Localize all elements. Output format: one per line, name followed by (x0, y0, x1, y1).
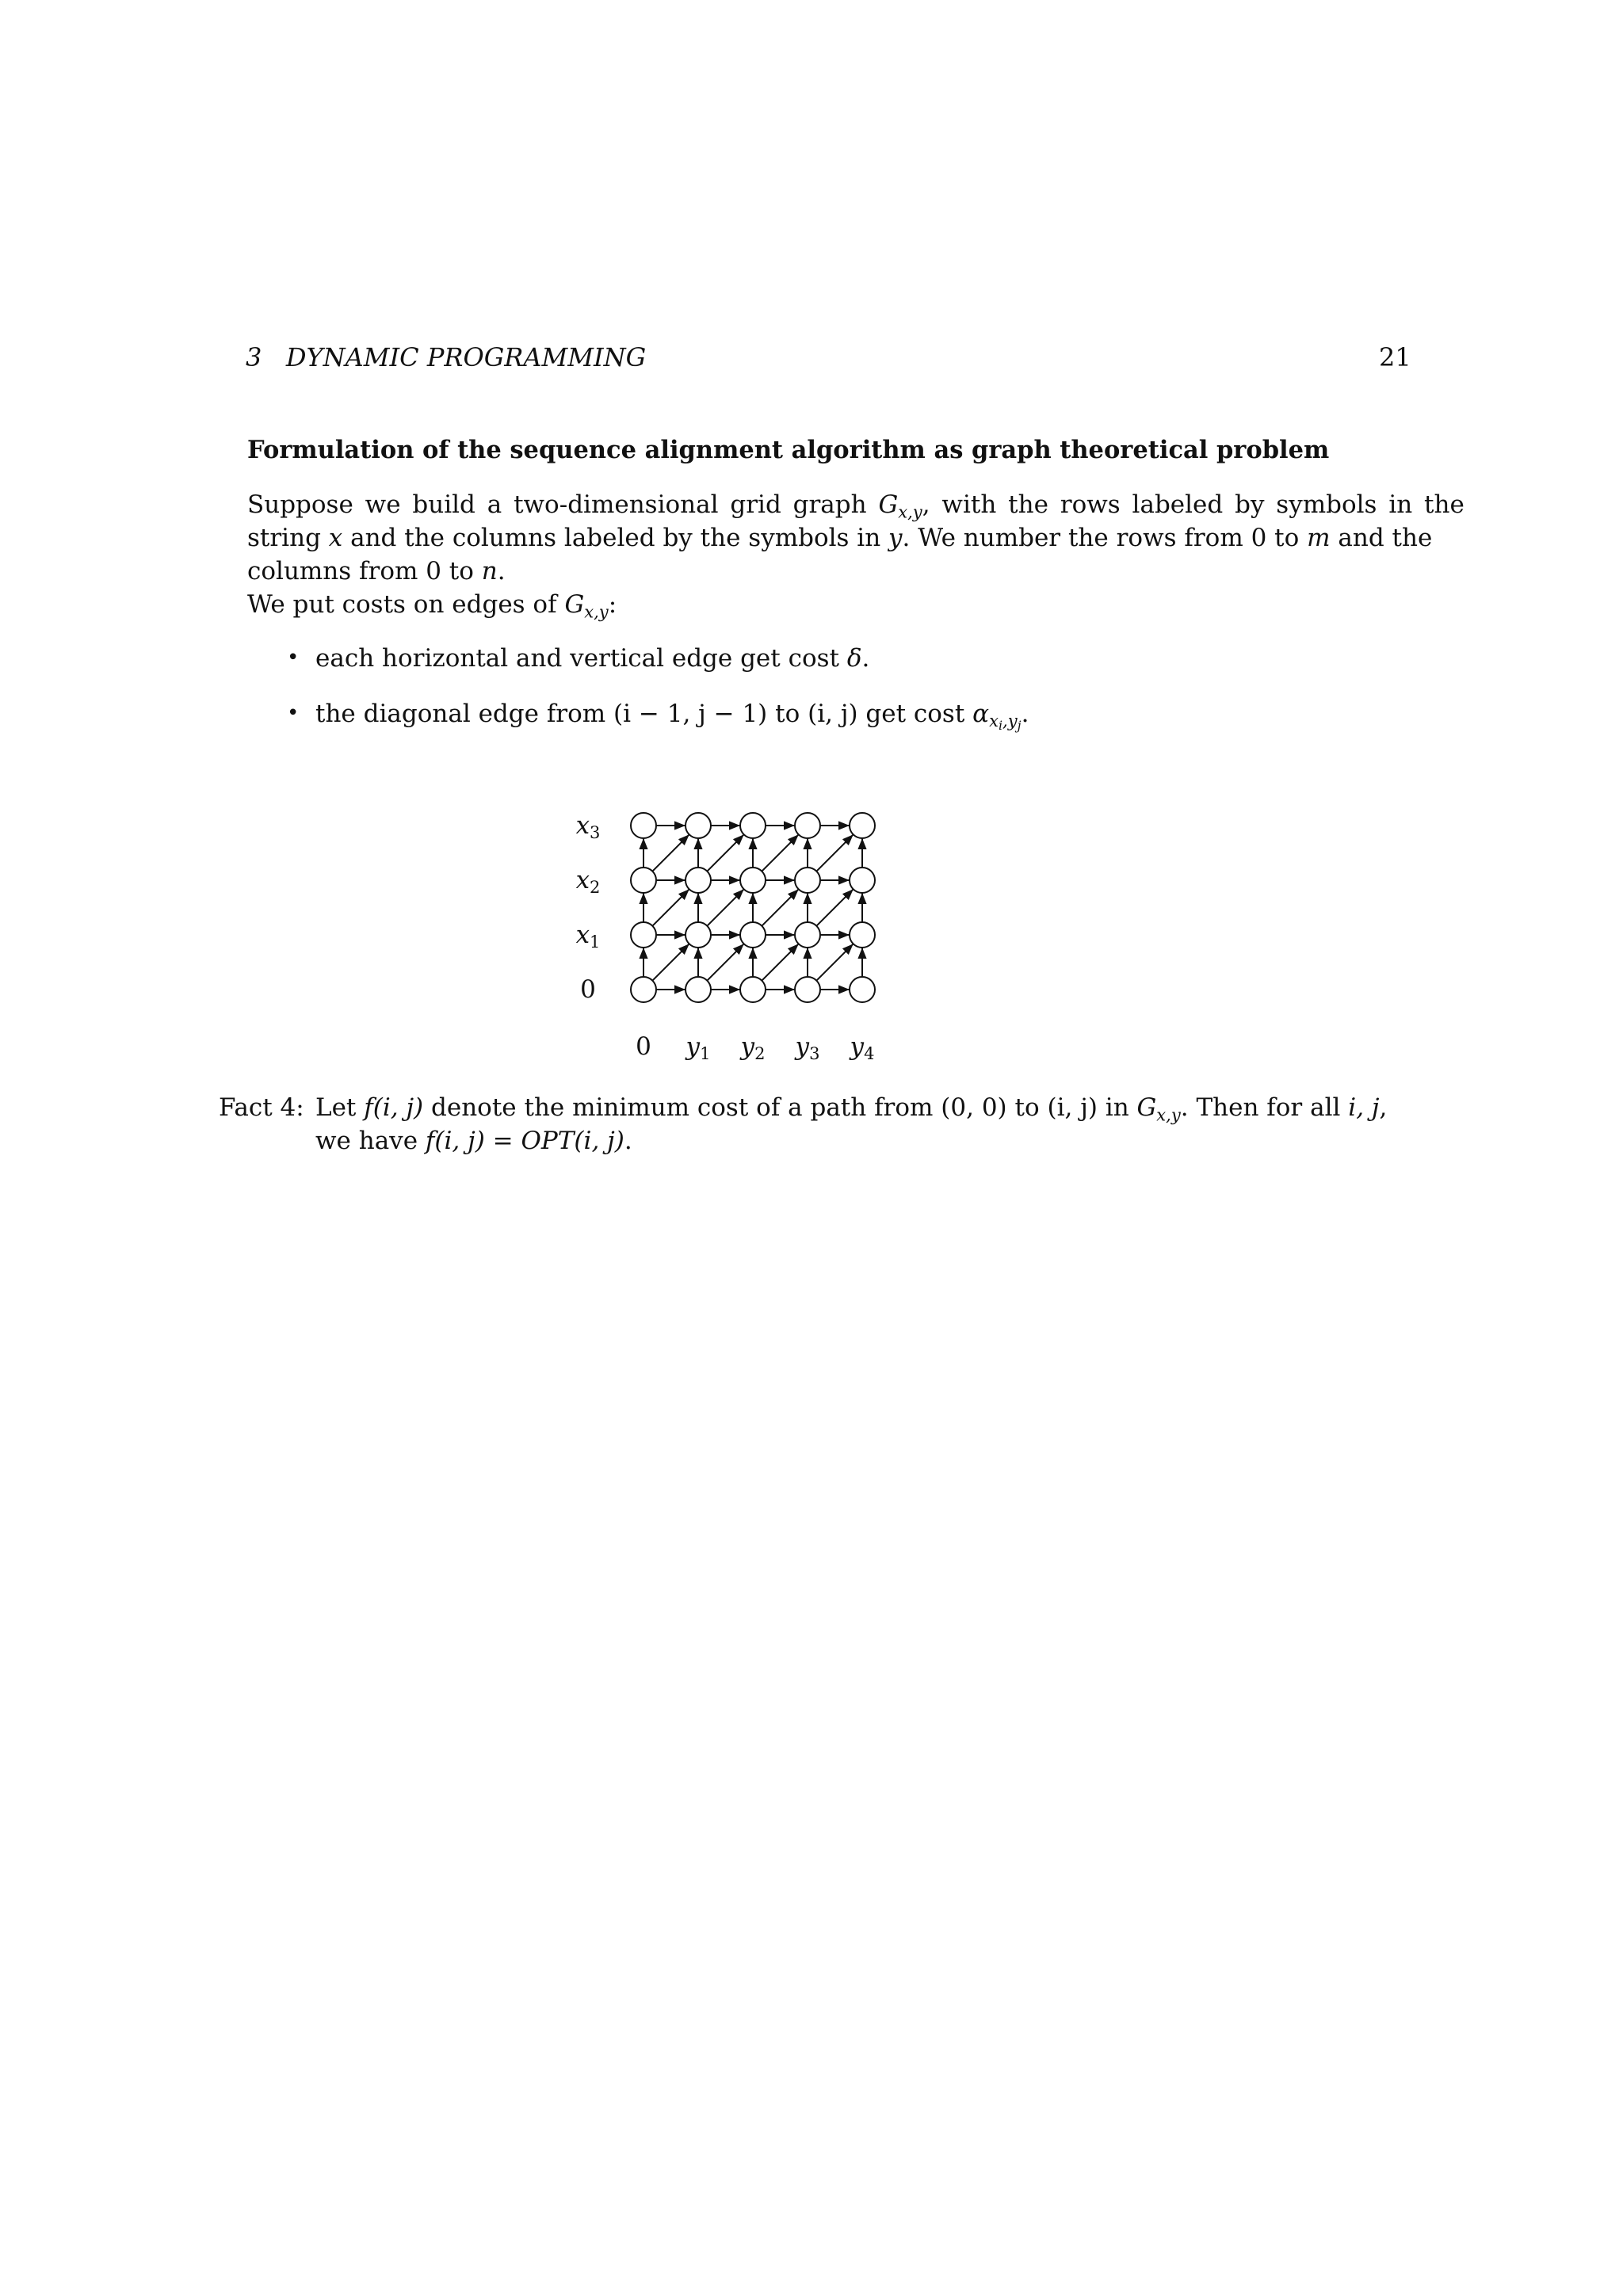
diagonal-edge (816, 944, 853, 980)
column-label: y1 (685, 1032, 711, 1063)
row-label: x2 (575, 866, 601, 897)
fact-label: Fact 4: (219, 1093, 304, 1122)
running-header (246, 342, 646, 372)
column-label: y2 (740, 1032, 766, 1063)
grid-node (795, 868, 820, 893)
section-heading: Formulation of the sequence alignment algorithm as graph theoretical problem (247, 436, 1330, 464)
row-label: 0 (580, 975, 596, 1004)
para-line-1: Suppose we build a two-dimensional grid graph $G_{x,y}$, with the rows labeled by symbols in the (247, 490, 1465, 522)
grid-node (631, 922, 656, 948)
fact-line-1: Let f(i, j) denote the minimum cost of a path from (0, 0) to (i, j) in $G_{x,y}$. Then for all i, j, (315, 1093, 1388, 1125)
grid-node (631, 977, 656, 1002)
diagonal-edge (762, 944, 798, 980)
grid-node (685, 813, 711, 838)
diagonal-edge (652, 944, 689, 980)
grid-node (631, 868, 656, 893)
grid-node (685, 922, 711, 948)
column-label: y4 (850, 1032, 875, 1063)
grid-node (850, 868, 875, 893)
para-line-2: string x and the columns labeled by the symbols in y. We number the rows from 0 to m and the (247, 524, 1433, 552)
grid-node (850, 922, 875, 948)
para-line-3: columns from 0 to n. (247, 557, 506, 585)
para-line-4: We put costs on edges of $G_{x,y}$: (247, 590, 617, 622)
grid-node (850, 977, 875, 1002)
diagonal-edge (707, 834, 743, 871)
grid-node (685, 868, 711, 893)
column-label: y3 (795, 1032, 820, 1063)
diagonal-edge (652, 834, 689, 871)
row-label: x3 (575, 811, 601, 842)
grid-node (795, 922, 820, 948)
diagonal-edge (816, 889, 853, 925)
column-label: 0 (636, 1032, 651, 1061)
diagonal-edge (816, 834, 853, 871)
fact-line-2: we have f(i, j) = OPT(i, j). (315, 1127, 632, 1155)
bullet-dot: • (287, 701, 300, 725)
grid-graph (555, 800, 919, 1070)
page-number: 21 (1379, 342, 1411, 372)
grid-node (631, 813, 656, 838)
grid-node (740, 977, 766, 1002)
diagonal-edge (652, 889, 689, 925)
header-section: 3 DYNAMIC PROGRAMMING (246, 342, 647, 372)
diagonal-edge (707, 889, 743, 925)
bullet-dot: • (287, 646, 300, 669)
grid-node (795, 977, 820, 1002)
grid-graph-figure (555, 800, 919, 1070)
row-label: x1 (575, 921, 601, 952)
grid-node (740, 922, 766, 948)
grid-node (740, 813, 766, 838)
grid-node (795, 813, 820, 838)
grid-node (740, 868, 766, 893)
math-G: G (878, 490, 899, 519)
bullet-item-2: the diagonal edge from (i − 1, j − 1) to (i, j) get cost $\alpha_{x_i,y_j}$. (315, 700, 1029, 734)
diagonal-edge (762, 834, 798, 871)
grid-node (685, 977, 711, 1002)
diagonal-edge (762, 889, 798, 925)
grid-node (850, 813, 875, 838)
diagonal-edge (707, 944, 743, 980)
bullet-item-1: each horizontal and vertical edge get cost δ. (315, 644, 870, 673)
